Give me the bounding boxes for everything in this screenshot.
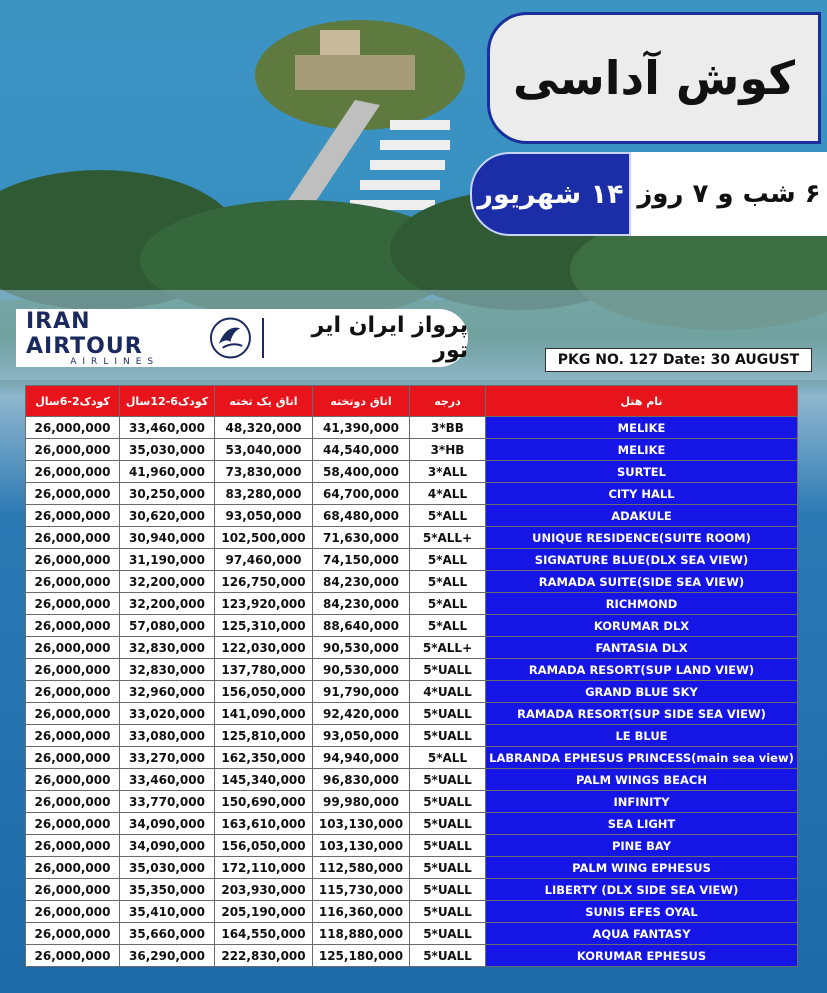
- cell-single: 48,320,000: [215, 417, 313, 439]
- cell-child2-6: 26,000,000: [26, 681, 120, 703]
- cell-grade: 5*ALL: [410, 549, 486, 571]
- table-row: [26, 857, 798, 879]
- cell-double: 112,580,000: [313, 857, 410, 879]
- cell-double: 41,390,000: [313, 417, 410, 439]
- cell-double: 125,180,000: [313, 945, 410, 967]
- cell-hotel: SUNIS EFES OYAL: [486, 901, 798, 923]
- cell-child2-6: 26,000,000: [26, 901, 120, 923]
- duration-text: ۶ شب و ۷ روز: [637, 179, 821, 209]
- table-row: [26, 879, 798, 901]
- cell-child2-6: 26,000,000: [26, 505, 120, 527]
- cell-double: 74,150,000: [313, 549, 410, 571]
- cell-grade: 5*ALL+: [410, 637, 486, 659]
- cell-grade: 5*ALL: [410, 593, 486, 615]
- cell-child6-12: 32,960,000: [120, 681, 215, 703]
- cell-child6-12: 36,290,000: [120, 945, 215, 967]
- cell-double: 96,830,000: [313, 769, 410, 791]
- cell-single: 125,310,000: [215, 615, 313, 637]
- cell-grade: 5*UALL: [410, 835, 486, 857]
- cell-child6-12: 33,020,000: [120, 703, 215, 725]
- cell-double: 84,230,000: [313, 593, 410, 615]
- cell-double: 44,540,000: [313, 439, 410, 461]
- table-row: [26, 505, 798, 527]
- cell-child6-12: 41,960,000: [120, 461, 215, 483]
- cell-child6-12: 34,090,000: [120, 813, 215, 835]
- airline-bird-icon: [209, 316, 252, 360]
- cell-hotel: MELIKE: [486, 439, 798, 461]
- cell-single: 163,610,000: [215, 813, 313, 835]
- table-row: [26, 901, 798, 923]
- cell-single: 93,050,000: [215, 505, 313, 527]
- cell-child6-12: 30,250,000: [120, 483, 215, 505]
- cell-child2-6: 26,000,000: [26, 615, 120, 637]
- cell-grade: 5*UALL: [410, 813, 486, 835]
- cell-child6-12: 33,080,000: [120, 725, 215, 747]
- table-row: [26, 637, 798, 659]
- airline-logo-text: [26, 309, 203, 367]
- cell-child2-6: 26,000,000: [26, 637, 120, 659]
- package-box: [545, 348, 812, 372]
- cell-hotel: LABRANDA EPHESUS PRINCESS(main sea view): [486, 747, 798, 769]
- cell-double: 92,420,000: [313, 703, 410, 725]
- cell-hotel: PINE BAY: [486, 835, 798, 857]
- table-row: [26, 461, 798, 483]
- airline-name-fa: پرواز ایران ایر تور: [311, 313, 469, 363]
- airline-name-en: IRAN AIRTOUR: [26, 309, 143, 359]
- cell-double: 84,230,000: [313, 571, 410, 593]
- cell-grade: 5*UALL: [410, 857, 486, 879]
- cell-hotel: MELIKE: [486, 417, 798, 439]
- cell-hotel: GRAND BLUE SKY: [486, 681, 798, 703]
- destination-title: کوش آداسی: [513, 51, 795, 105]
- cell-hotel: LIBERTY (DLX SIDE SEA VIEW): [486, 879, 798, 901]
- cell-hotel: PALM WING EPHESUS: [486, 857, 798, 879]
- cell-single: 73,830,000: [215, 461, 313, 483]
- cell-grade: 5*ALL: [410, 615, 486, 637]
- cell-grade: 4*ALL: [410, 483, 486, 505]
- cell-single: 145,340,000: [215, 769, 313, 791]
- table-row: [26, 659, 798, 681]
- table-row: [26, 945, 798, 967]
- airline-sub-en: AIRLINES: [70, 357, 160, 367]
- cell-grade: 5*UALL: [410, 725, 486, 747]
- cell-hotel: UNIQUE RESIDENCE(SUITE ROOM): [486, 527, 798, 549]
- cell-child6-12: 35,030,000: [120, 439, 215, 461]
- cell-child2-6: 26,000,000: [26, 835, 120, 857]
- cell-child6-12: 33,270,000: [120, 747, 215, 769]
- cell-single: 125,810,000: [215, 725, 313, 747]
- cell-double: 71,630,000: [313, 527, 410, 549]
- cell-child6-12: 30,620,000: [120, 505, 215, 527]
- cell-child6-12: 35,660,000: [120, 923, 215, 945]
- table-row: [26, 593, 798, 615]
- cell-child2-6: 26,000,000: [26, 791, 120, 813]
- cell-child2-6: 26,000,000: [26, 483, 120, 505]
- cell-single: 203,930,000: [215, 879, 313, 901]
- cell-hotel: RAMADA RESORT(SUP LAND VIEW): [486, 659, 798, 681]
- cell-hotel: KORUMAR EPHESUS: [486, 945, 798, 967]
- cell-child2-6: 26,000,000: [26, 703, 120, 725]
- cell-hotel: SEA LIGHT: [486, 813, 798, 835]
- cell-single: 141,090,000: [215, 703, 313, 725]
- cell-hotel: CITY HALL: [486, 483, 798, 505]
- cell-child6-12: 32,830,000: [120, 637, 215, 659]
- cell-single: 162,350,000: [215, 747, 313, 769]
- cell-grade: 5*UALL: [410, 703, 486, 725]
- table-row: [26, 527, 798, 549]
- cell-double: 94,940,000: [313, 747, 410, 769]
- cell-single: 164,550,000: [215, 923, 313, 945]
- table-row: [26, 483, 798, 505]
- cell-hotel: LE BLUE: [486, 725, 798, 747]
- cell-single: 123,920,000: [215, 593, 313, 615]
- cell-hotel: AQUA FANTASY: [486, 923, 798, 945]
- table-row: [26, 769, 798, 791]
- cell-hotel: FANTASIA DLX: [486, 637, 798, 659]
- cell-hotel: PALM WINGS BEACH: [486, 769, 798, 791]
- cell-child6-12: 33,460,000: [120, 769, 215, 791]
- cell-double: 115,730,000: [313, 879, 410, 901]
- cell-child2-6: 26,000,000: [26, 945, 120, 967]
- cell-child2-6: 26,000,000: [26, 923, 120, 945]
- cell-grade: 5*ALL: [410, 571, 486, 593]
- cell-child6-12: 57,080,000: [120, 615, 215, 637]
- header-child2-6: کودک2-6سال: [26, 386, 120, 417]
- table-row: [26, 681, 798, 703]
- table-row: [26, 747, 798, 769]
- header-double: اتاق دوتخته: [313, 386, 410, 417]
- table-row: [26, 703, 798, 725]
- cell-child2-6: 26,000,000: [26, 417, 120, 439]
- cell-hotel: SIGNATURE BLUE(DLX SEA VIEW): [486, 549, 798, 571]
- table-row: [26, 439, 798, 461]
- table-row: [26, 791, 798, 813]
- cell-grade: 5*UALL: [410, 791, 486, 813]
- cell-double: 58,400,000: [313, 461, 410, 483]
- cell-child6-12: 34,090,000: [120, 835, 215, 857]
- cell-grade: 5*UALL: [410, 945, 486, 967]
- cell-single: 137,780,000: [215, 659, 313, 681]
- table-row: [26, 813, 798, 835]
- cell-single: 222,830,000: [215, 945, 313, 967]
- cell-child2-6: 26,000,000: [26, 593, 120, 615]
- cell-single: 172,110,000: [215, 857, 313, 879]
- cell-hotel: KORUMAR DLX: [486, 615, 798, 637]
- table-row: [26, 417, 798, 439]
- cell-grade: 5*ALL: [410, 505, 486, 527]
- cell-double: 99,980,000: [313, 791, 410, 813]
- cell-grade: 3*BB: [410, 417, 486, 439]
- cell-child2-6: 26,000,000: [26, 571, 120, 593]
- cell-grade: 5*ALL+: [410, 527, 486, 549]
- cell-grade: 5*UALL: [410, 923, 486, 945]
- header-single: اتاق یک تخته: [215, 386, 313, 417]
- cell-child6-12: 31,190,000: [120, 549, 215, 571]
- cell-double: 103,130,000: [313, 835, 410, 857]
- cell-grade: 5*UALL: [410, 901, 486, 923]
- cell-child6-12: 35,350,000: [120, 879, 215, 901]
- cell-child6-12: 32,200,000: [120, 593, 215, 615]
- cell-child2-6: 26,000,000: [26, 879, 120, 901]
- table-row: [26, 923, 798, 945]
- package-text: PKG NO. 127 Date: 30 AUGUST: [557, 352, 800, 368]
- table-row: [26, 835, 798, 857]
- cell-child2-6: 26,000,000: [26, 813, 120, 835]
- cell-single: 122,030,000: [215, 637, 313, 659]
- cell-single: 102,500,000: [215, 527, 313, 549]
- cell-child6-12: 33,770,000: [120, 791, 215, 813]
- cell-child2-6: 26,000,000: [26, 549, 120, 571]
- table-row: [26, 615, 798, 637]
- cell-double: 118,880,000: [313, 923, 410, 945]
- cell-hotel: ADAKULE: [486, 505, 798, 527]
- cell-child6-12: 30,940,000: [120, 527, 215, 549]
- table-row: [26, 725, 798, 747]
- cell-child2-6: 26,000,000: [26, 461, 120, 483]
- cell-double: 90,530,000: [313, 637, 410, 659]
- cell-double: 103,130,000: [313, 813, 410, 835]
- cell-child2-6: 26,000,000: [26, 747, 120, 769]
- cell-child2-6: 26,000,000: [26, 527, 120, 549]
- cell-hotel: RAMADA SUITE(SIDE SEA VIEW): [486, 571, 798, 593]
- table-row: [26, 549, 798, 571]
- price-table: [25, 385, 798, 967]
- cell-child2-6: 26,000,000: [26, 857, 120, 879]
- cell-single: 83,280,000: [215, 483, 313, 505]
- cell-hotel: SURTEL: [486, 461, 798, 483]
- cell-single: 156,050,000: [215, 835, 313, 857]
- cell-hotel: RAMADA RESORT(SUP SIDE SEA VIEW): [486, 703, 798, 725]
- cell-grade: 3*HB: [410, 439, 486, 461]
- cell-double: 64,700,000: [313, 483, 410, 505]
- cell-grade: 5*UALL: [410, 879, 486, 901]
- cell-hotel: RICHMOND: [486, 593, 798, 615]
- airline-banner: [16, 309, 468, 367]
- cell-single: 156,050,000: [215, 681, 313, 703]
- duration-box: [631, 152, 827, 236]
- cell-child2-6: 26,000,000: [26, 769, 120, 791]
- cell-child6-12: 32,200,000: [120, 571, 215, 593]
- cell-child2-6: 26,000,000: [26, 439, 120, 461]
- table-row: [26, 571, 798, 593]
- cell-single: 150,690,000: [215, 791, 313, 813]
- cell-grade: 5*UALL: [410, 659, 486, 681]
- cell-double: 116,360,000: [313, 901, 410, 923]
- table-header-row: [26, 386, 798, 417]
- header-grade: درجه: [410, 386, 486, 417]
- header-hotel: نام هتل: [486, 386, 798, 417]
- cell-grade: 4*UALL: [410, 681, 486, 703]
- cell-hotel: INFINITY: [486, 791, 798, 813]
- cell-child6-12: 32,830,000: [120, 659, 215, 681]
- cell-double: 91,790,000: [313, 681, 410, 703]
- cell-child6-12: 33,460,000: [120, 417, 215, 439]
- cell-double: 90,530,000: [313, 659, 410, 681]
- destination-title-box: [487, 12, 821, 144]
- cell-child6-12: 35,030,000: [120, 857, 215, 879]
- header-child6-12: کودک6-12سال: [120, 386, 215, 417]
- date-box: [470, 152, 631, 236]
- date-text: ۱۴ شهریور: [477, 178, 624, 210]
- cell-single: 126,750,000: [215, 571, 313, 593]
- cell-single: 205,190,000: [215, 901, 313, 923]
- cell-double: 93,050,000: [313, 725, 410, 747]
- cell-child2-6: 26,000,000: [26, 725, 120, 747]
- cell-grade: 5*ALL: [410, 747, 486, 769]
- cell-double: 68,480,000: [313, 505, 410, 527]
- airline-separator: [262, 318, 264, 358]
- cell-single: 53,040,000: [215, 439, 313, 461]
- cell-child6-12: 35,410,000: [120, 901, 215, 923]
- cell-double: 88,640,000: [313, 615, 410, 637]
- cell-child2-6: 26,000,000: [26, 659, 120, 681]
- cell-single: 97,460,000: [215, 549, 313, 571]
- cell-grade: 5*UALL: [410, 769, 486, 791]
- cell-grade: 3*ALL: [410, 461, 486, 483]
